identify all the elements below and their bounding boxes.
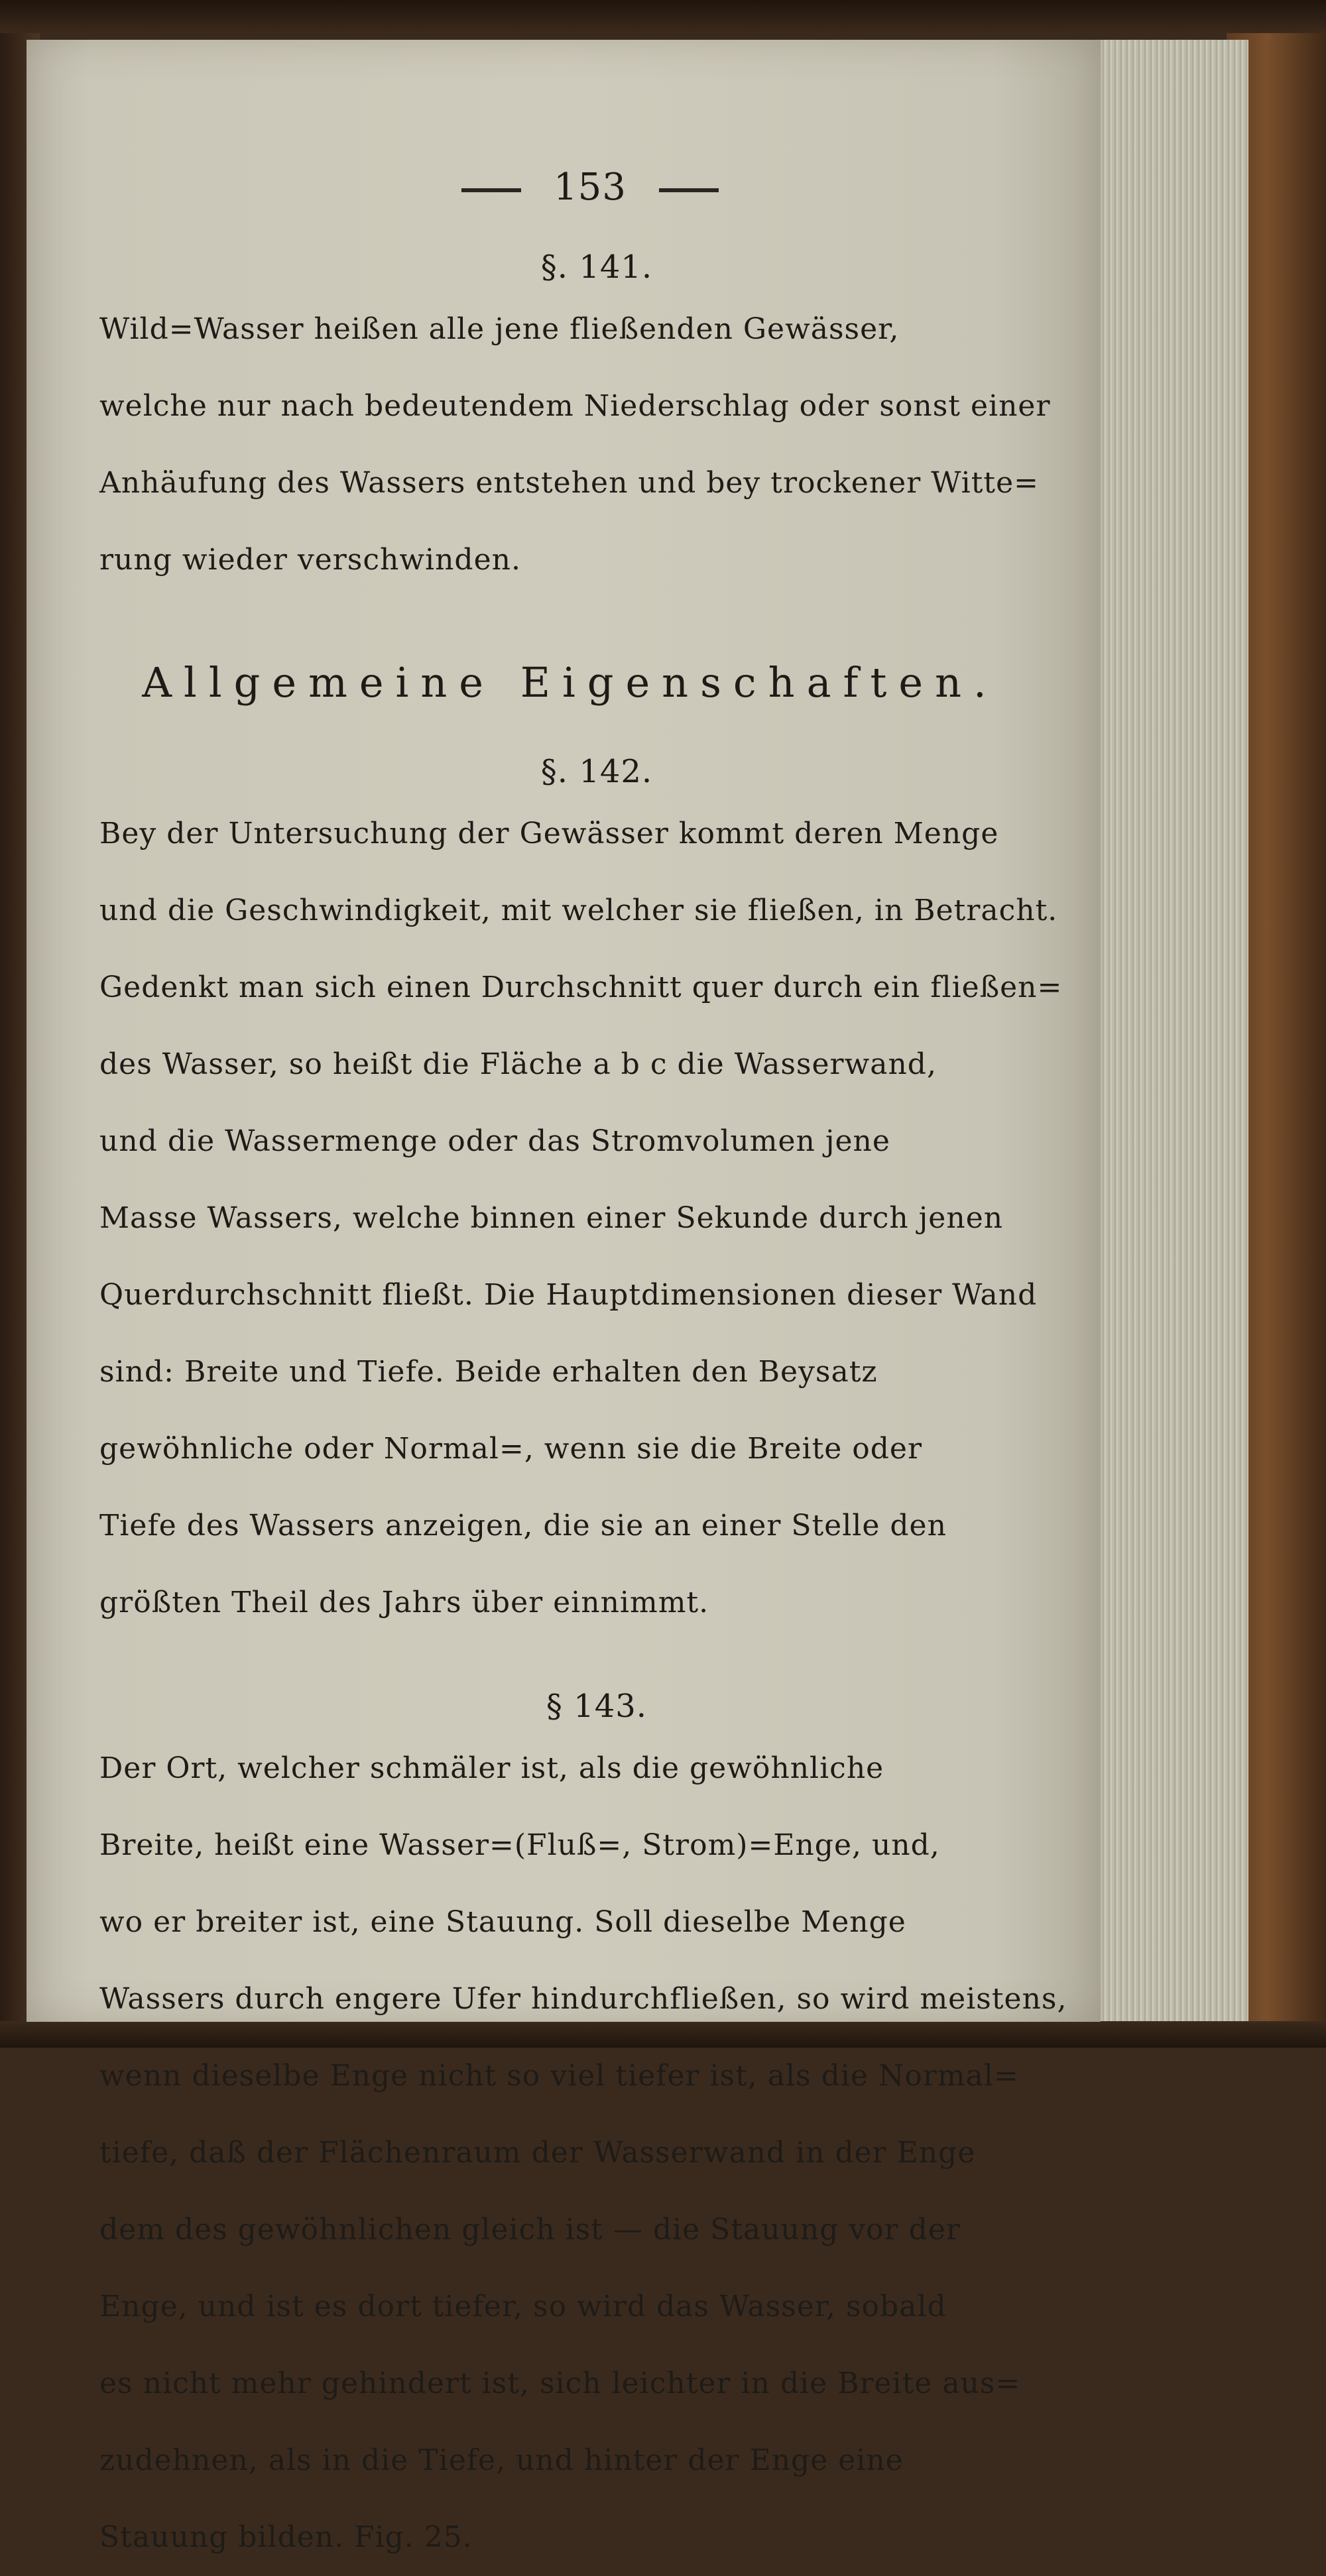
text-line: größten Theil des Jahrs über einnimmt. bbox=[99, 1586, 709, 1619]
page-number: 153 bbox=[554, 166, 627, 209]
text-line: und die Geschwindigkeit, mit welcher sie fließen, in Betracht. bbox=[99, 894, 1058, 927]
text-line: des Wasser, so heißt die Fläche a b c die Wasserwand, bbox=[99, 1047, 937, 1081]
dash-left bbox=[461, 188, 521, 192]
chapter-heading: Allgemeine Eigenschaften. bbox=[142, 658, 998, 707]
text-line: welche nur nach bedeutendem Niederschlag oder sonst einer bbox=[99, 389, 1051, 423]
text-line: sind: Breite und Tiefe. Beide erhalten den Beysatz bbox=[99, 1355, 878, 1389]
text-line: Stauung bilden. Fig. 25. bbox=[99, 2520, 473, 2554]
text-line: Enge, und ist es dort tiefer, so wird das Wasser, sobald bbox=[99, 2290, 947, 2323]
section-143-number: § 143. bbox=[546, 1688, 648, 1725]
page-edges bbox=[1087, 40, 1248, 2022]
text-line: Anhäufung des Wassers entstehen und bey trockener Witte= bbox=[99, 466, 1040, 500]
section-gap bbox=[99, 1641, 1041, 1681]
book-cover-top bbox=[0, 0, 1326, 33]
text-line: dem des gewöhnlichen gleich ist — die Stauung vor der bbox=[99, 2213, 961, 2247]
section-141-text bbox=[99, 291, 1051, 599]
page-content bbox=[99, 166, 1067, 2576]
text-line: Tiefe des Wassers anzeigen, die sie an einer Stelle den bbox=[99, 1509, 947, 1543]
text-line: Querdurchschnitt fließt. Die Hauptdimensionen dieser Wand bbox=[99, 1278, 1038, 1312]
text-line: Masse Wassers, welche binnen einer Sekunde durch jenen bbox=[99, 1201, 1004, 1235]
page-number-row bbox=[99, 166, 1041, 209]
text-line: und die Wassermenge oder das Stromvolumen jene bbox=[99, 1124, 890, 1158]
book-page bbox=[27, 40, 1101, 2554]
section-142-text bbox=[99, 795, 1063, 1641]
text-line: Breite, heißt eine Wasser=(Fluß=, Strom)=Enge, und, bbox=[99, 1828, 940, 1862]
section-143-text bbox=[99, 1730, 1067, 2576]
text-line: es nicht mehr gehindert ist, sich leichter in die Breite aus= bbox=[99, 2367, 1021, 2400]
dash-right bbox=[659, 188, 719, 192]
section-142-number: §. 142. bbox=[540, 753, 653, 790]
text-line: rung wieder verschwinden. bbox=[99, 543, 521, 577]
section-141-number: §. 141. bbox=[540, 249, 653, 286]
text-line: Gedenkt man sich einen Durchschnitt quer durch ein fließen= bbox=[99, 970, 1063, 1004]
text-line: tiefe, daß der Flächenraum der Wasserwand in der Enge bbox=[99, 2136, 976, 2170]
text-line: wo er breiter ist, eine Stauung. Soll dieselbe Menge bbox=[99, 1905, 906, 1939]
text-line: gewöhnliche oder Normal=, wenn sie die Breite oder bbox=[99, 1432, 923, 1466]
text-line: Bey der Untersuchung der Gewässer kommt deren Menge bbox=[99, 817, 999, 850]
text-line: Der Ort, welcher schmäler ist, als die gewöhnliche bbox=[99, 1751, 884, 1785]
text-line: Wild=Wasser heißen alle jene fließenden Gewässer, bbox=[99, 312, 900, 346]
text-line: Wassers durch engere Ufer hindurchfließen, so wird meistens, bbox=[99, 1982, 1067, 2016]
text-line: zudehnen, als in die Tiefe, und hinter der Enge eine bbox=[99, 2443, 904, 2477]
text-line: wenn dieselbe Enge nicht so viel tiefer ist, als die Normal= bbox=[99, 2059, 1019, 2093]
